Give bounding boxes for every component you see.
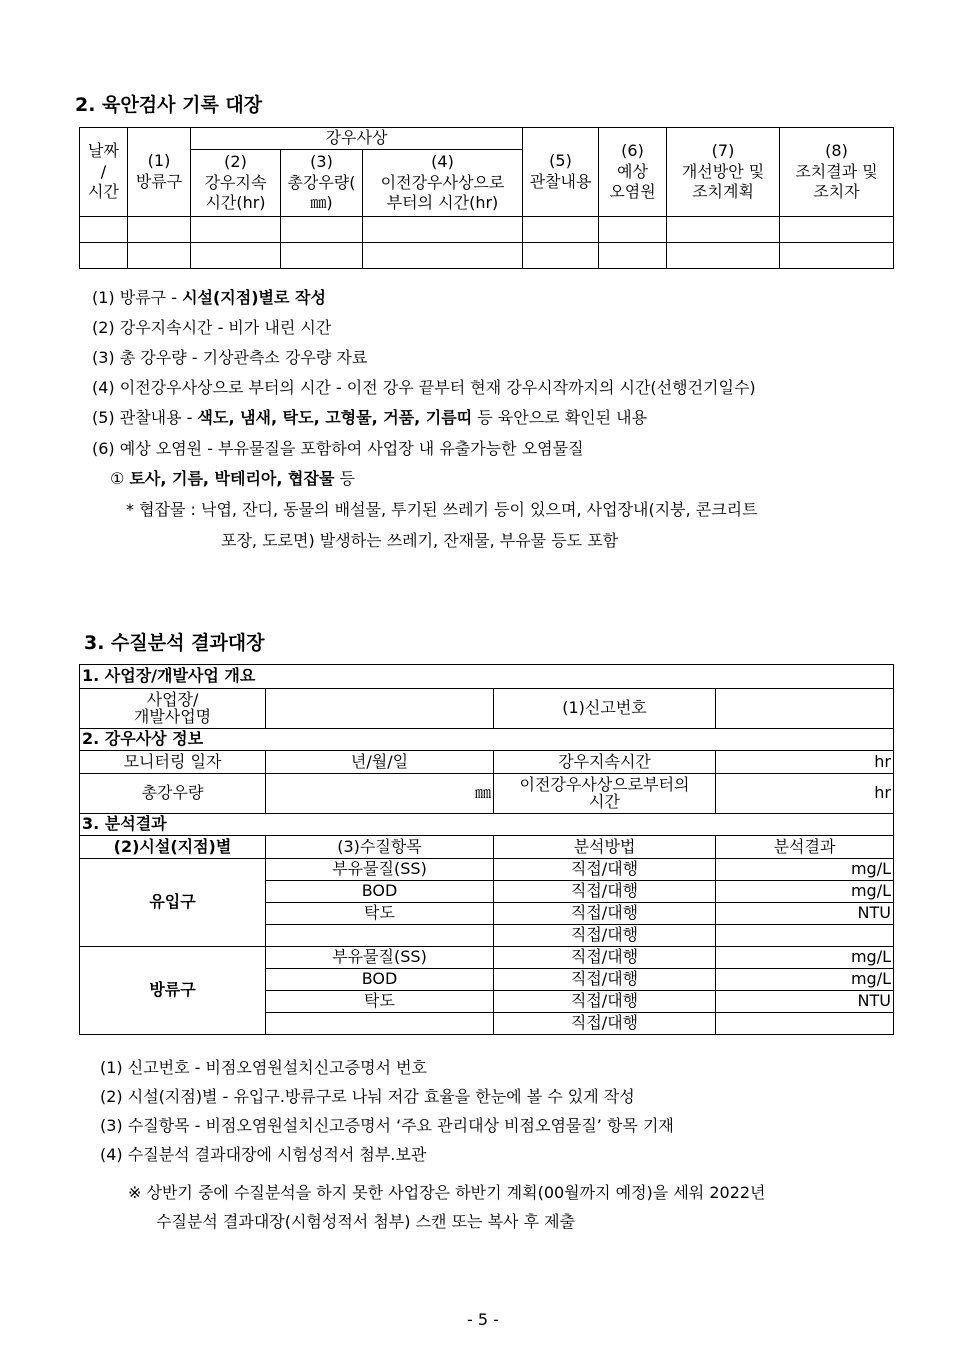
rain-info-header: 2. 강우사상 정보 bbox=[80, 729, 894, 751]
note-5: (5) 관찰내용 - 색도, 냄새, 탁도, 고형물, 거품, 기름띠 등 육안으로 확인된 내용 bbox=[92, 408, 648, 427]
remark-line1: ※ 상반기 중에 수질분석을 하지 못한 사업장은 하반기 계획(00월까지 예정)을 세워 2022년 bbox=[128, 1183, 766, 1202]
monitor-date-label: 모니터링 일자 bbox=[80, 751, 266, 774]
item-cell: 탁도 bbox=[266, 991, 494, 1013]
visual-inspection-table bbox=[79, 127, 894, 269]
report-no-label: (1)신고번호 bbox=[494, 689, 716, 729]
header-expected-pollutant: (6) 예상 오염원 bbox=[599, 128, 667, 217]
section3-title: 3. 수질분석 결과대장 bbox=[84, 632, 265, 654]
note-4: (4) 이전강우사상으로 부터의 시간 - 이전 강우 끝부터 현재 강우시작까지의 시간(선행건기일수) bbox=[92, 378, 756, 397]
table-row bbox=[80, 859, 894, 881]
sub-note: ① 토사, 기름, 박테리아, 협잡물 등 bbox=[110, 469, 355, 488]
page-number: - 5 - bbox=[467, 1310, 499, 1329]
unit-cell: mg/L bbox=[716, 859, 894, 881]
item-cell: BOD bbox=[266, 881, 494, 903]
method-cell: 직접/대행 bbox=[494, 903, 716, 925]
col-result: 분석결과 bbox=[716, 836, 894, 859]
item-cell: 탁도 bbox=[266, 903, 494, 925]
note-1: (1) 방류구 - 시설(지점)별로 작성 bbox=[92, 288, 326, 307]
s3-note-2: (2) 시설(지점)별 - 유입구.방류구로 나눠 저감 효율을 한눈에 볼 수 있게 작성 bbox=[100, 1087, 635, 1106]
unit-cell bbox=[716, 925, 894, 947]
total-rain-unit: ㎜ bbox=[266, 774, 494, 814]
table-row bbox=[80, 243, 894, 269]
header-action-result: (8) 조치결과 및 조치자 bbox=[780, 128, 894, 217]
header-rain-event: 강우사상 bbox=[191, 128, 523, 150]
item-cell: 부유물질(SS) bbox=[266, 947, 494, 969]
unit-cell: mg/L bbox=[716, 969, 894, 991]
col-item: (3)수질항목 bbox=[266, 836, 494, 859]
col-facility: (2)시설(지점)별 bbox=[80, 836, 266, 859]
note-3: (3) 총 강우량 - 기상관측소 강우량 자료 bbox=[92, 348, 368, 367]
unit-cell: mg/L bbox=[716, 947, 894, 969]
table-row bbox=[80, 947, 894, 969]
rain-duration-unit: hr bbox=[716, 751, 894, 774]
star-note-line2: 포장, 도로면) 발생하는 쓰레기, 잔재물, 부유물 등도 포함 bbox=[221, 531, 619, 550]
header-outlet: (1) 방류구 bbox=[128, 128, 191, 217]
method-cell: 직접/대행 bbox=[494, 969, 716, 991]
header-total-rainfall: (3) 총강우량( ㎜) bbox=[281, 150, 363, 217]
header-date-time: 날짜 / 시간 bbox=[80, 128, 128, 217]
group-outlet: 방류구 bbox=[80, 947, 266, 1035]
item-cell: 부유물질(SS) bbox=[266, 859, 494, 881]
section2-title: 2. 육안검사 기록 대장 bbox=[75, 94, 263, 116]
col-method: 분석방법 bbox=[494, 836, 716, 859]
method-cell: 직접/대행 bbox=[494, 859, 716, 881]
header-time-since-prev: (4) 이전강우사상으로 부터의 시간(hr) bbox=[363, 150, 523, 217]
s3-note-4: (4) 수질분석 결과대장에 시험성적서 첨부.보관 bbox=[100, 1145, 427, 1164]
method-cell: 직접/대행 bbox=[494, 1013, 716, 1035]
prev-rain-unit: hr bbox=[716, 774, 894, 814]
header-rain-duration: (2) 강우지속 시간(hr) bbox=[191, 150, 281, 217]
s3-note-3: (3) 수질항목 - 비점오염원설치신고증명서 ‘주요 관리대상 비점오염물질’ 항목 기재 bbox=[100, 1116, 674, 1135]
group-inlet: 유입구 bbox=[80, 859, 266, 947]
total-rain-label: 총강우량 bbox=[80, 774, 266, 814]
table-row bbox=[80, 217, 894, 243]
s3-note-1: (1) 신고번호 - 비점오염원설치신고증명서 번호 bbox=[100, 1058, 427, 1077]
rain-duration-label: 강우지속시간 bbox=[494, 751, 716, 774]
unit-cell: NTU bbox=[716, 991, 894, 1013]
results-header: 3. 분석결과 bbox=[80, 814, 894, 836]
header-improvement-plan: (7) 개선방안 및 조치계획 bbox=[667, 128, 780, 217]
note-2: (2) 강우지속시간 - 비가 내린 시간 bbox=[92, 318, 332, 337]
biz-name-label: 사업장/ 개발사업명 bbox=[80, 689, 266, 729]
unit-cell: mg/L bbox=[716, 881, 894, 903]
overview-header: 1. 사업장/개발사업 개요 bbox=[80, 665, 894, 689]
item-cell bbox=[266, 925, 494, 947]
method-cell: 직접/대행 bbox=[494, 947, 716, 969]
unit-cell bbox=[716, 1013, 894, 1035]
report-no-value bbox=[716, 689, 894, 729]
header-observation: (5) 관찰내용 bbox=[523, 128, 599, 217]
method-cell: 직접/대행 bbox=[494, 881, 716, 903]
unit-cell: NTU bbox=[716, 903, 894, 925]
water-quality-table bbox=[79, 664, 894, 1035]
method-cell: 직접/대행 bbox=[494, 991, 716, 1013]
remark-line2: 수질분석 결과대장(시험성적서 첨부) 스캔 또는 복사 후 제출 bbox=[156, 1212, 576, 1231]
prev-rain-label: 이전강우사상으로부터의 시간 bbox=[494, 774, 716, 814]
method-cell: 직접/대행 bbox=[494, 925, 716, 947]
biz-name-value bbox=[266, 689, 494, 729]
monitor-date-value: 년/월/일 bbox=[266, 751, 494, 774]
note-6: (6) 예상 오염원 - 부유물질을 포함하여 사업장 내 유출가능한 오염물질 bbox=[92, 439, 584, 458]
item-cell bbox=[266, 1013, 494, 1035]
item-cell: BOD bbox=[266, 969, 494, 991]
star-note-line1: * 협잡물 : 낙엽, 잔디, 동물의 배설물, 투기된 쓰레기 등이 있으며, 사업장내(지붕, 콘크리트 bbox=[126, 500, 758, 519]
